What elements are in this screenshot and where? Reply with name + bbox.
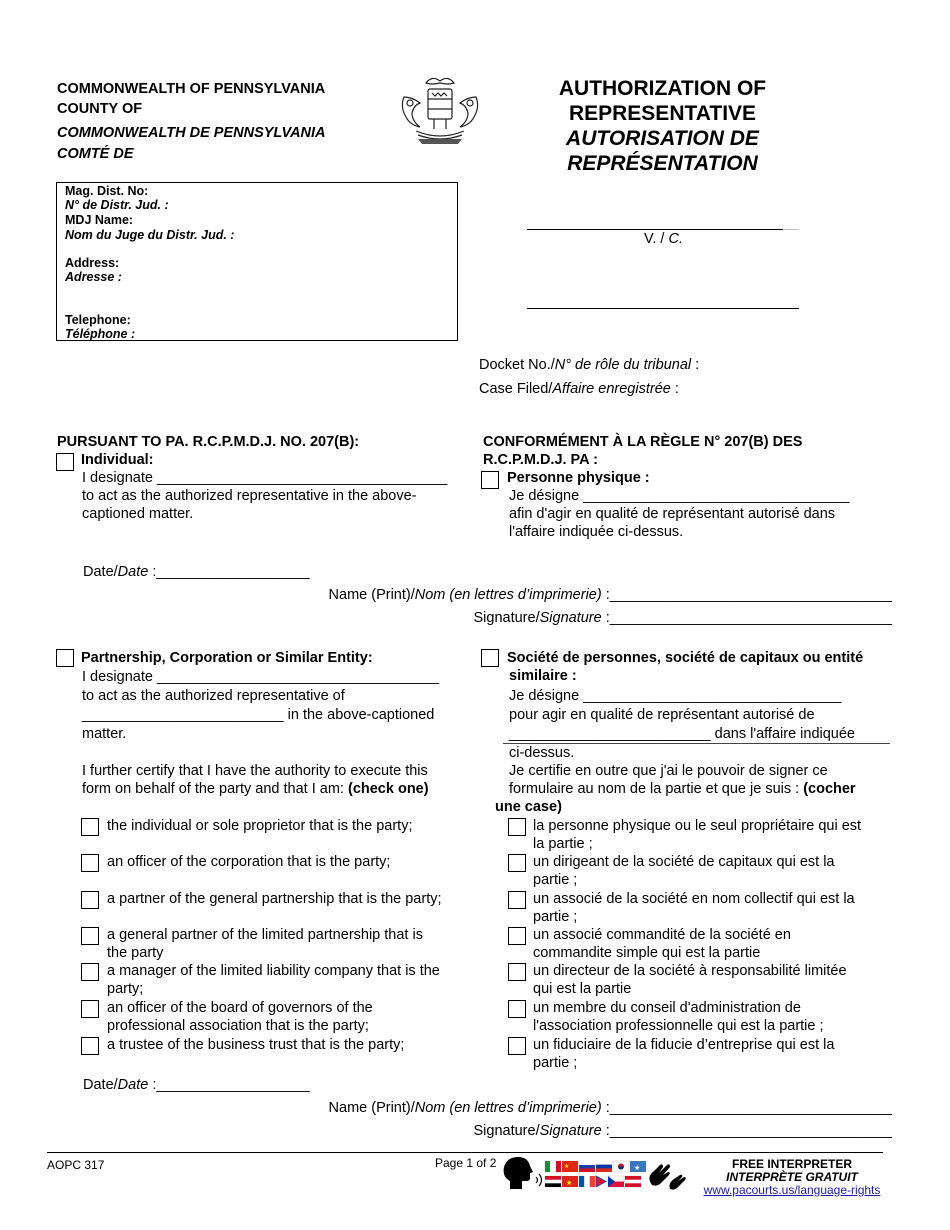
option-limited-partnership-label-2: the party — [107, 945, 164, 961]
entity-designate-fr-1[interactable]: Je désigne ________________________________ — [509, 688, 842, 704]
individual-designate-en-2: to act as the authorized representative in the above- — [82, 488, 417, 504]
entity-date-field[interactable]: Date/Date :___________________ — [83, 1077, 310, 1093]
option-fr-dirigeant-label-2: partie ; — [533, 872, 578, 888]
option-llc-manager-label: a manager of the limited liability company that is the — [107, 963, 440, 979]
telephone-label: Telephone: — [65, 313, 131, 327]
option-professional-association-label-2: professional association that is the party; — [107, 1018, 369, 1034]
docket-label: Docket No./N° de rôle du tribunal : — [479, 357, 700, 373]
mag-dist-label: Mag. Dist. No: — [65, 184, 149, 198]
option-fr-commandite-label: un associé commandité de la société en — [533, 927, 791, 943]
mdj-name-label: MDJ Name: — [65, 213, 134, 227]
entity-certify-en-1: I further certify that I have the authority to execute this — [82, 763, 428, 779]
state-en: COMMONWEALTH OF PENNSYLVANIA — [57, 81, 326, 97]
option-llc-manager-label-2: party; — [107, 981, 144, 997]
option-business-trust-checkbox[interactable] — [81, 1037, 99, 1055]
option-fr-associe-checkbox[interactable] — [508, 891, 526, 909]
option-fr-personne-label-2: la partie ; — [533, 836, 593, 852]
individual-label: Individual: — [81, 452, 154, 468]
option-corporation-officer-checkbox[interactable] — [81, 854, 99, 872]
option-general-partner-label: a partner of the general partnership that is the party; — [107, 891, 442, 907]
pursuant-heading-fr-1: CONFORMÉMENT À LA RÈGLE N° 207(B) DES — [483, 434, 803, 450]
option-fr-fiduciaire-label-2: partie ; — [533, 1055, 578, 1071]
mag-dist-label-fr: N° de Distr. Jud. : — [65, 198, 169, 212]
footer-divider — [47, 1152, 883, 1153]
entity-designate-en-2: to act as the authorized representative of — [82, 688, 345, 704]
individual-date-field[interactable]: Date/Date :___________________ — [83, 564, 310, 580]
option-fr-membre-label-2: l'association professionnelle qui est la partie ; — [533, 1018, 824, 1034]
mdj-name-label-fr: Nom du Juge du Distr. Jud. : — [65, 228, 235, 242]
title-en-1: AUTHORIZATION OF — [558, 77, 767, 100]
option-limited-partnership-label: a general partner of the limited partnership that is — [107, 927, 423, 943]
option-llc-manager-checkbox[interactable] — [81, 963, 99, 981]
option-fr-personne-label: la personne physique ou le seul propriétaire qui est — [533, 818, 862, 834]
individual-designate-fr-3: l'affaire indiquée ci-dessus. — [509, 524, 684, 540]
address-label: Address: — [65, 256, 120, 270]
county-fr: COMTÉ DE — [57, 146, 134, 162]
option-sole-proprietor-label: the individual or sole proprietor that is the party; — [107, 818, 413, 834]
entity-label-en: Partnership, Corporation or Similar Entity: — [81, 650, 373, 666]
interpreter-en: FREE INTERPRETER — [731, 1157, 852, 1171]
svg-text:★: ★ — [564, 1163, 570, 1170]
individual-name-field[interactable]: Name (Print)/Nom (en lettres d’imprimerie) :___________________________________ — [328, 587, 892, 603]
entity-designate-fr-2: pour agir en qualité de représentant autorisé de — [509, 707, 815, 723]
entity-name-field[interactable]: Name (Print)/Nom (en lettres d’imprimerie) :___________________________________ — [328, 1100, 892, 1116]
societe-checkbox[interactable] — [481, 649, 499, 667]
option-fr-commandite-label-2: commandite simple qui est la partie — [533, 945, 761, 961]
form-title — [520, 76, 805, 176]
option-fr-dirigeant-label: un dirigeant de la société de capitaux qui est la — [533, 854, 835, 870]
entity-designate-en-1[interactable]: I designate ___________________________________ — [82, 669, 440, 685]
option-fr-directeur-label-2: qui est la partie — [533, 981, 632, 997]
individual-checkbox[interactable] — [56, 453, 74, 471]
entity-designate-en-4: matter. — [82, 726, 127, 742]
versus-label: V. / C. — [644, 231, 683, 247]
page-number: Page 1 of 2 — [435, 1156, 497, 1170]
option-professional-association-label: an officer of the board of governors of the — [107, 1000, 373, 1016]
title-en-2: REPRESENTATIVE — [568, 102, 757, 125]
entity-label-fr-1: Société de personnes, société de capitaux ou entité — [507, 650, 864, 666]
individual-designate-fr[interactable]: Je désigne _________________________________ — [509, 488, 850, 504]
option-professional-association-checkbox[interactable] — [81, 1000, 99, 1018]
pursuant-heading-fr-2: R.C.P.M.D.J. PA : — [483, 452, 598, 468]
option-fr-directeur-label: un directeur de la société à responsabilité limitée — [533, 963, 847, 979]
entity-fr-divider — [503, 743, 890, 744]
language-flags-icon — [500, 1155, 692, 1195]
entity-label-fr-2: similaire : — [509, 668, 577, 684]
entity-certify-en-2: form on behalf of the party and that I am: (check one) — [82, 781, 429, 797]
defendant-line[interactable] — [527, 308, 799, 309]
title-fr-2: REPRÉSENTATION — [567, 152, 758, 175]
individual-designate-fr-2: afin d'agir en qualité de représentant autorisé dans — [509, 506, 836, 522]
option-business-trust-label: a trustee of the business trust that is the party; — [107, 1037, 405, 1053]
option-fr-fiduciaire-checkbox[interactable] — [508, 1037, 526, 1055]
title-fr-1: AUTORISATION DE — [566, 127, 759, 150]
entity-checkbox[interactable] — [56, 649, 74, 667]
state-fr: COMMONWEALTH DE PENNSYLVANIA — [57, 125, 326, 141]
address-label-fr: Adresse : — [65, 270, 122, 284]
option-fr-dirigeant-checkbox[interactable] — [508, 854, 526, 872]
entity-signature-field[interactable]: Signature/Signature :___________________________________ — [473, 1123, 892, 1139]
option-fr-fiduciaire-label: un fiduciaire de la fiducie d’entreprise qui est la — [533, 1037, 835, 1053]
option-fr-associe-label: un associé de la société en nom collectif qui est la — [533, 891, 855, 907]
individual-signature-field[interactable]: Signature/Signature :___________________________________ — [473, 610, 892, 626]
option-fr-associe-label-2: partie ; — [533, 909, 578, 925]
individual-designate-en-3: captioned matter. — [82, 506, 194, 522]
case-filed-label: Case Filed/Affaire enregistrée : — [479, 381, 679, 397]
pennsylvania-seal-icon — [396, 75, 484, 147]
entity-designate-fr-4: ci-dessus. — [509, 745, 575, 761]
form-id: AOPC 317 — [47, 1158, 105, 1172]
entity-designate-fr-3[interactable]: _________________________ dans l'affaire indiquée — [509, 726, 855, 742]
personne-physique-label: Personne physique : — [507, 470, 650, 486]
personne-physique-checkbox[interactable] — [481, 471, 499, 489]
option-fr-directeur-checkbox[interactable] — [508, 963, 526, 981]
entity-certify-fr-2: formulaire au nom de la partie et que je suis : (cocher — [509, 781, 856, 797]
option-fr-membre-label: un membre du conseil d'administration de — [533, 1000, 801, 1016]
option-fr-membre-checkbox[interactable] — [508, 1000, 526, 1018]
telephone-label-fr: Téléphone : — [65, 327, 136, 341]
plaintiff-line-tail — [783, 229, 799, 230]
plaintiff-line[interactable] — [527, 229, 783, 230]
county-en: COUNTY OF — [57, 101, 143, 117]
option-limited-partnership-checkbox[interactable] — [81, 927, 99, 945]
option-sole-proprietor-checkbox[interactable] — [81, 818, 99, 836]
svg-text:★: ★ — [634, 1164, 641, 1172]
pursuant-heading-en: PURSUANT TO PA. R.C.P.M.D.J. NO. 207(B): — [57, 434, 360, 450]
entity-designate-en-3[interactable]: _________________________ in the above-captioned — [82, 707, 435, 723]
language-rights-link[interactable]: www.pacourts.us/language-rights — [703, 1183, 881, 1197]
svg-text:★: ★ — [566, 1179, 573, 1187]
interpreter-fr: INTERPRÈTE GRATUIT — [726, 1170, 858, 1184]
option-fr-commandite-checkbox[interactable] — [508, 927, 526, 945]
entity-certify-fr-3: une case) — [495, 799, 562, 815]
individual-designate-en[interactable]: I designate ____________________________________ — [82, 470, 448, 486]
option-corporation-officer-label: an officer of the corporation that is the party; — [107, 854, 391, 870]
option-fr-personne-checkbox[interactable] — [508, 818, 526, 836]
option-general-partner-checkbox[interactable] — [81, 891, 99, 909]
entity-certify-fr-1: Je certifie en outre que j'ai le pouvoir de signer ce — [509, 763, 828, 779]
